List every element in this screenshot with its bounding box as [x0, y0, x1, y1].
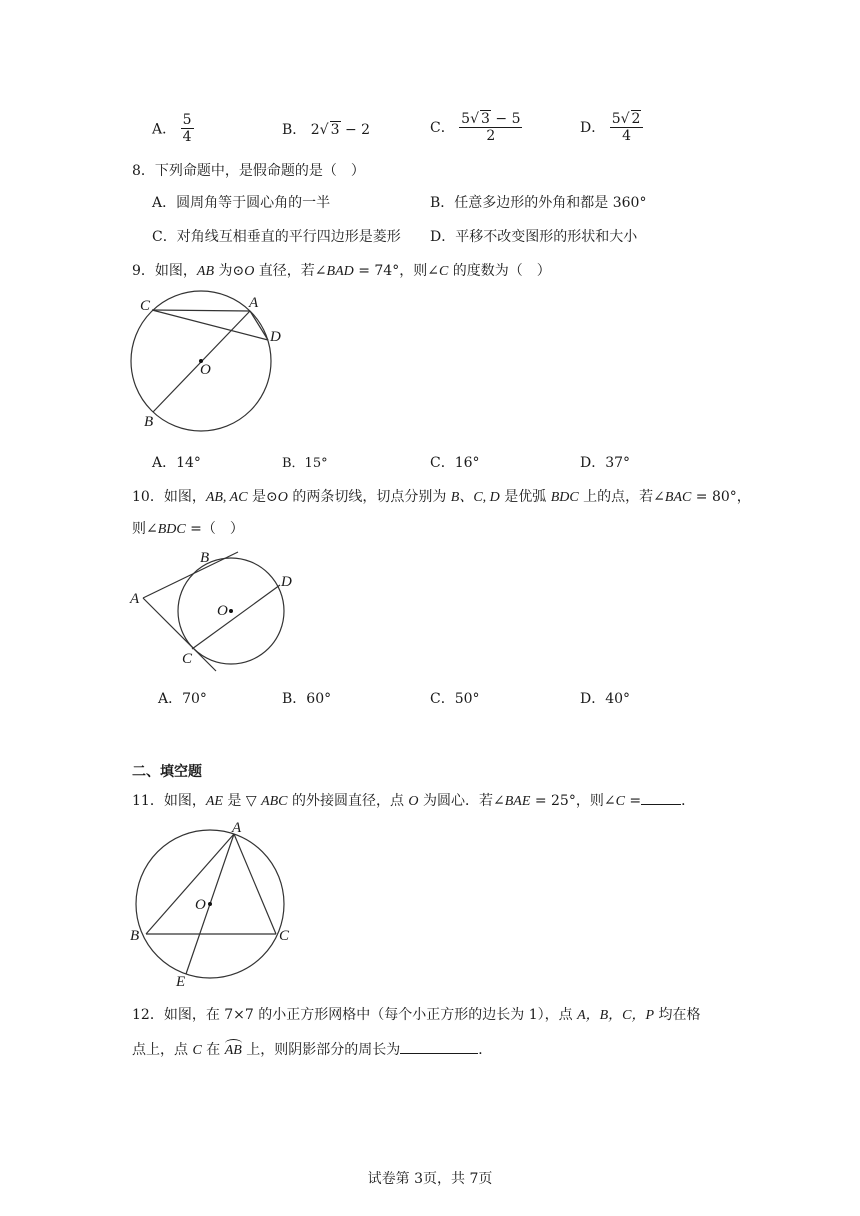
q9-o: O: [244, 264, 255, 279]
q7-a-label: A．: [152, 121, 177, 138]
q10-label-c: C: [182, 651, 193, 667]
q11-line-ab: [146, 834, 234, 934]
q9-label-b: B: [144, 414, 154, 430]
q11-center-dot: [208, 902, 212, 906]
q10-mid4: 上的点，若∠: [578, 489, 665, 505]
q12-end: ．: [478, 1042, 493, 1058]
q11-figure: [124, 818, 304, 993]
q7-c-pre: 5: [461, 111, 471, 127]
q12-c: C: [192, 1043, 202, 1058]
q9-option-c: C．16°: [430, 455, 480, 471]
q9-line-cd: [152, 310, 268, 340]
q7-a-fraction: [181, 112, 194, 145]
q9-figure: [120, 290, 300, 435]
q10-o: O: [277, 490, 288, 505]
q11-mid1: 是 ▽: [222, 793, 262, 809]
q9-label-o: O: [200, 362, 211, 378]
q9-post: 的度数为（ ）: [448, 263, 551, 279]
q11-end: ．: [681, 793, 696, 809]
q7-d-label: D．: [580, 120, 606, 137]
q11-val: = 25°，则∠: [530, 793, 616, 809]
q10-tangent-ac: [143, 598, 216, 671]
q10-chord-cd: [192, 585, 280, 649]
q9-label-a: A: [249, 295, 259, 311]
q12-answer-blank[interactable]: [400, 1039, 478, 1054]
q10-label-o: O: [217, 603, 228, 619]
q12-line2-pre: 点上，点: [132, 1042, 193, 1058]
q7-d-pre: 5: [611, 111, 621, 127]
q7-a-num: 5: [182, 112, 192, 128]
q12-line2-mid: 在: [201, 1042, 225, 1058]
q7-d-den: 4: [622, 128, 632, 145]
q7-option-c: [430, 110, 522, 144]
q11-abc: ABC: [261, 794, 288, 809]
q7-b-rad: 3: [330, 122, 340, 138]
q7-d-rad: 2: [631, 111, 641, 127]
q10-option-d: D．40°: [580, 691, 631, 707]
q10-line2-post: =（ ）: [185, 521, 244, 537]
q10-val: = 80°，: [691, 489, 751, 505]
q7-option-a: [152, 112, 194, 145]
q12-line2-post: 上，则阴影部分的周长为: [241, 1042, 401, 1058]
q11-mid2: 的外接圆直径，点: [287, 793, 409, 809]
q7-a-den: 4: [182, 129, 192, 146]
q12-stem-line2: [132, 1039, 492, 1059]
q11-label-a: A: [232, 820, 242, 836]
q10-stem-line2: [132, 518, 244, 538]
q12-points: A，B，C，P: [577, 1008, 655, 1023]
q7-option-d: [580, 110, 643, 144]
q8-option-a: A．圆周角等于圆心角的一半: [152, 195, 331, 211]
radical-icon: √: [620, 111, 630, 127]
q10-mid1: 是⊙: [247, 489, 278, 505]
q7-d-num: [610, 110, 644, 128]
q11-label-e: E: [176, 974, 186, 990]
q12-arc-ab: AB: [224, 1043, 242, 1058]
q9-pre: 9．如图，: [132, 263, 197, 279]
radical-icon: √: [470, 111, 480, 127]
q10-bdc: BDC: [550, 490, 579, 505]
q7-b-post: − 2: [340, 122, 371, 138]
q10-figure: [120, 545, 310, 680]
q10-stem-line1: [132, 486, 751, 506]
q10-option-c: C．50°: [430, 691, 480, 707]
q7-b-pre: 2: [310, 122, 320, 138]
q11-answer-blank[interactable]: [641, 790, 681, 805]
q11-label-o: O: [195, 897, 206, 913]
q12-line1-post: 均在格: [654, 1007, 701, 1023]
q10-mid2: 的两条切线，切点分别为: [287, 489, 451, 505]
q10-pre: 10．如图，: [132, 489, 206, 505]
q7-c-rad: 3: [481, 111, 490, 127]
q7-b-label: B．: [282, 122, 307, 138]
q10-label-b: B: [200, 550, 210, 566]
q11-ae: AE: [205, 794, 223, 809]
q9-option-b: B．15°: [282, 456, 328, 471]
q11-stem: [132, 790, 695, 810]
radical-icon: √: [319, 122, 329, 138]
q7-c-fraction: [459, 110, 522, 144]
q10-option-b: B．60°: [282, 691, 332, 707]
page-footer: 试卷第 3页，共 7页: [367, 1171, 493, 1187]
q11-pre: 11．如图，: [132, 793, 206, 809]
q11-o: O: [408, 794, 419, 809]
q9-line-ca: [152, 310, 250, 311]
q10-bac: BAC: [664, 490, 692, 505]
q9-c: C: [438, 264, 449, 279]
q8-stem: 8．下列命题中，是假命题的是（ ）: [132, 163, 365, 179]
q11-label-c: C: [279, 928, 290, 944]
q10-center-dot: [229, 609, 233, 613]
q7-option-b: [282, 119, 370, 139]
q12-stem-line1: [132, 1004, 701, 1024]
q10-bdc2: BDC: [157, 522, 186, 537]
q11-label-b: B: [130, 928, 140, 944]
q9-stem: [132, 260, 551, 280]
q8-option-b: B．任意多边形的外角和都是 360°: [430, 195, 647, 211]
q8-option-d: D．平移不改变图形的形状和大小: [430, 229, 638, 245]
q7-c-post: − 5: [490, 111, 521, 127]
q9-mid2: 直径，若∠: [254, 263, 327, 279]
q10-mid3: 是优弧: [499, 489, 551, 505]
q11-mid3: 为圆心．若∠: [418, 793, 505, 809]
q11-bae: BAE: [504, 794, 531, 809]
q10-line2-pre: 则∠: [132, 521, 158, 537]
q10-label-a: A: [130, 591, 140, 607]
q11-line-ac: [234, 834, 276, 934]
q9-val: = 74°，则∠: [353, 263, 439, 279]
q10-label-d: D: [281, 574, 292, 590]
section-title: 二、填空题: [132, 764, 202, 780]
q10-bcd: B、C, D: [450, 490, 500, 505]
q7-d-fraction: [610, 110, 644, 144]
q7-c-label: C．: [430, 120, 455, 137]
q9-bad: BAD: [326, 264, 354, 279]
q9-option-a: A．14°: [152, 455, 201, 471]
q9-mid1: 为⊙: [214, 263, 245, 279]
q9-ab: AB: [196, 264, 215, 279]
q10-option-a: A．70°: [158, 691, 207, 707]
q7-c-den: 2: [486, 128, 496, 145]
q11-c: C: [615, 794, 625, 809]
q10-abac: AB, AC: [205, 490, 248, 505]
q12-line1-pre: 12．如图，在 7×7 的小正方形网格中（每个小正方形的边长为 1），点: [132, 1007, 578, 1023]
q9-label-c: C: [140, 298, 151, 314]
q9-label-d: D: [270, 329, 281, 345]
q7-c-num: [459, 110, 522, 128]
q8-option-c: C．对角线互相垂直的平行四边形是菱形: [152, 229, 401, 245]
q9-option-d: D．37°: [580, 455, 631, 471]
q11-post: =: [624, 793, 642, 809]
q10-tangent-ab: [143, 552, 238, 598]
